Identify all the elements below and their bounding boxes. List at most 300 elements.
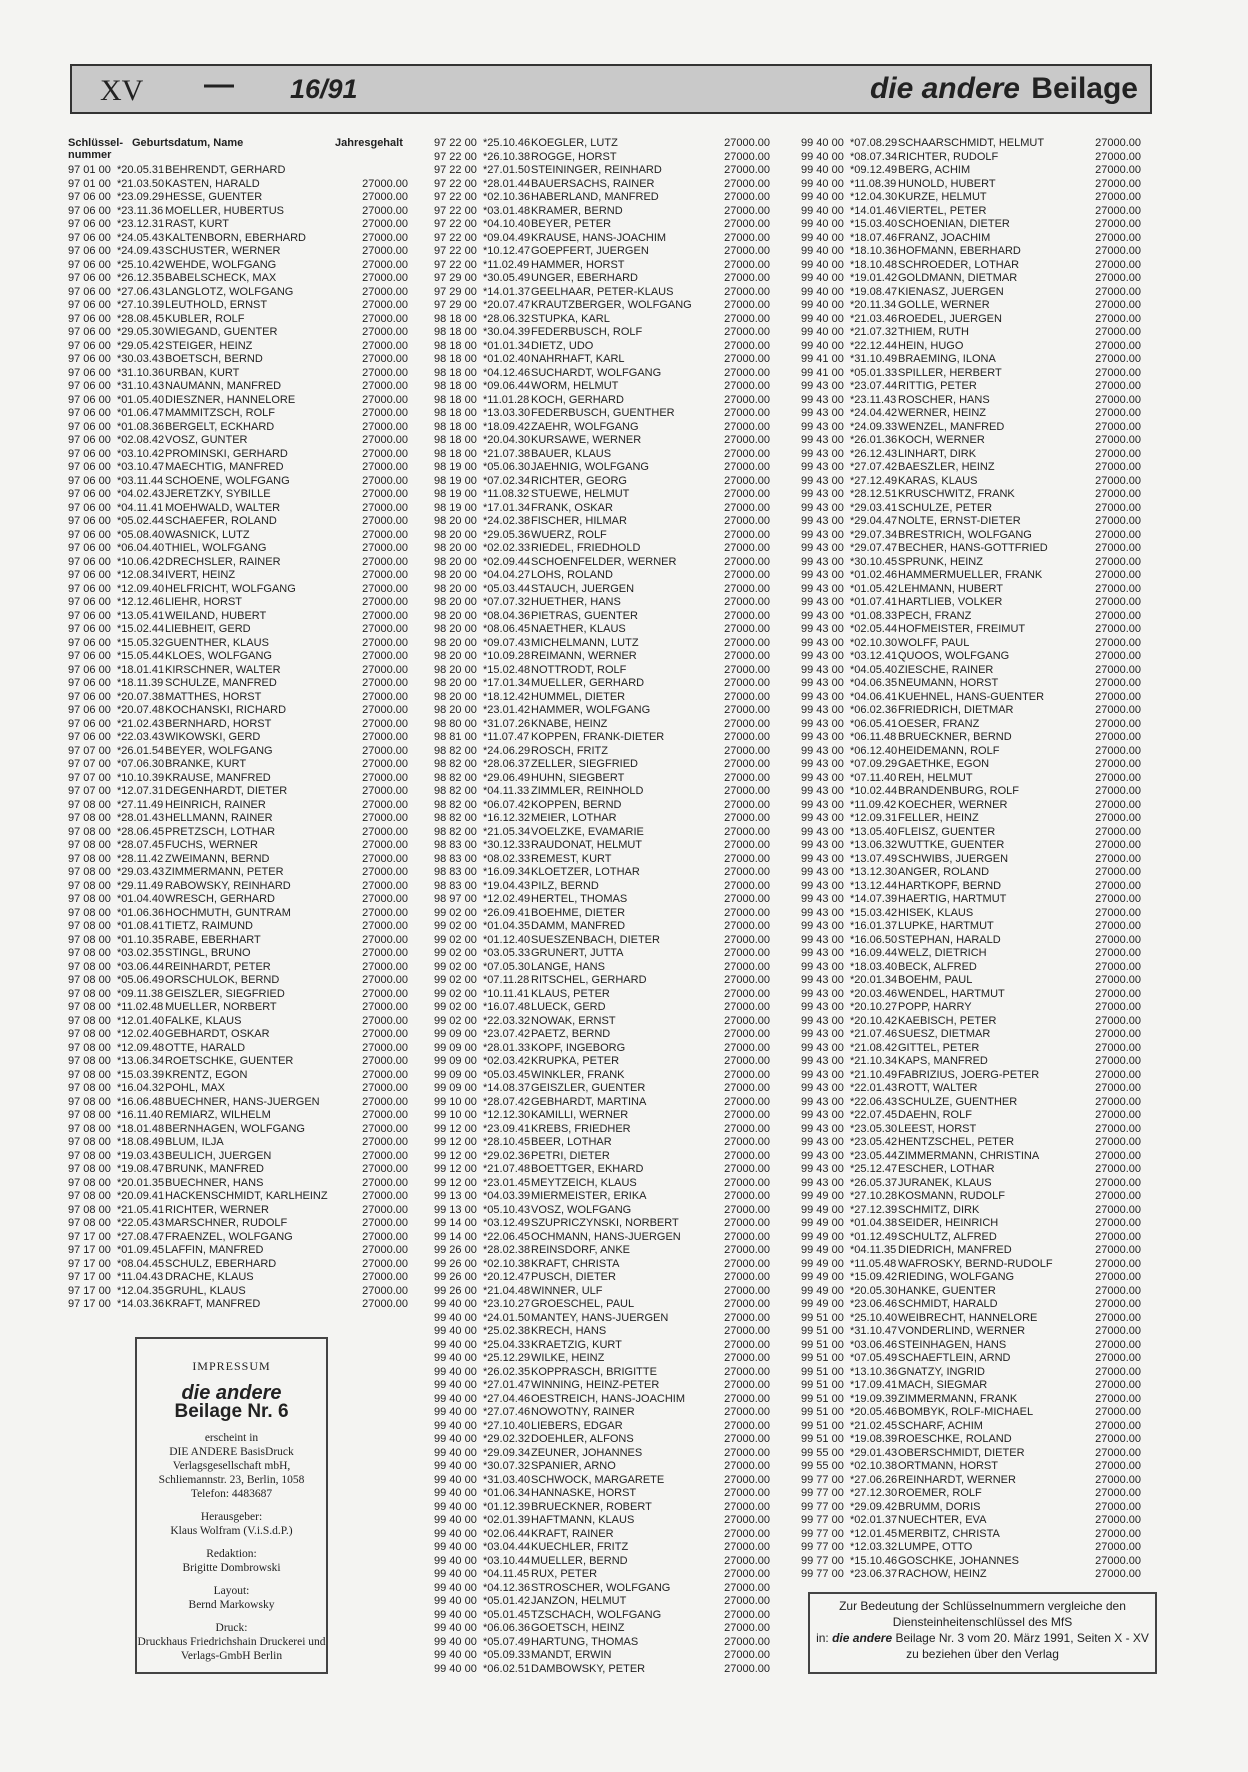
salary: 27000.00: [1095, 677, 1141, 689]
list-item: [801, 1366, 1141, 1380]
list-item: [434, 178, 770, 192]
list-item: [434, 1177, 770, 1191]
list-item: [68, 893, 408, 907]
key-number: 99 40 00: [434, 1608, 477, 1621]
birth-date: *12.12.30: [483, 1109, 531, 1121]
list-item: [434, 1460, 770, 1474]
impressum-title: IMPRESSUM: [192, 1359, 271, 1373]
salary: 27000.00: [724, 164, 770, 176]
list-item: [434, 1271, 770, 1285]
birth-date: *10.10.39: [117, 771, 165, 784]
key-number: 99 40 00: [434, 1554, 477, 1567]
birth-date: *02.10.38: [483, 1257, 531, 1270]
list-item: [434, 1366, 770, 1380]
key-number: 99 43 00: [801, 1095, 844, 1108]
key-number: 99 40 00: [434, 1419, 477, 1432]
birth-date: *20.12.47: [483, 1271, 531, 1283]
birth-date: *03.10.47: [117, 461, 165, 473]
birth-date: *11.02.48: [117, 1001, 164, 1013]
birth-date: *02.10.36: [483, 191, 531, 203]
salary: 27000.00: [1095, 501, 1141, 514]
birth-date: *20.05.31: [117, 164, 165, 176]
birth-date: *29.02.32: [483, 1433, 531, 1445]
key-number: 99 77 00: [801, 1487, 844, 1499]
key-number: 99 43 00: [801, 474, 844, 487]
key-number: 97 22 00: [434, 150, 477, 163]
birth-date: *02.05.44: [850, 623, 898, 635]
key-number: 99 77 00: [801, 1554, 844, 1567]
print-info: [137, 1621, 326, 1663]
birth-date: *18.12.42: [483, 690, 531, 703]
list-item: [434, 1055, 770, 1069]
birth-date: *26.09.41: [483, 906, 531, 919]
birth-date: *28.01.33: [483, 1041, 531, 1054]
salary: 27000.00: [724, 663, 770, 676]
birth-date: *13.06.32: [850, 839, 898, 851]
salary: 27000.00: [362, 177, 408, 190]
salary: 27000.00: [362, 447, 408, 460]
birth-date: *15.05.32: [117, 636, 165, 649]
salary: 27000.00: [1095, 150, 1141, 163]
birth-date: *29.11.49: [117, 879, 164, 892]
birth-date: *07.07.32: [483, 596, 531, 608]
key-number: 99 43 00: [801, 852, 844, 865]
birth-date: *06.07.42: [483, 798, 531, 811]
birth-date: *27.06.26: [850, 1473, 898, 1486]
birth-date: *15.03.40: [850, 218, 898, 230]
key-number: 98 18 00: [434, 339, 477, 352]
person-name: PROMINSKI, GERHARD: [165, 447, 288, 460]
notice-line: Zur Bedeutung der Schlüsselnummern vergleiche den: [839, 1599, 1126, 1613]
key-number: 99 43 00: [801, 461, 844, 473]
impressum-publication: die andere: [181, 1382, 282, 1404]
person-name: NEUMANN, HORST: [898, 677, 999, 689]
list-item: [434, 691, 770, 705]
key-number: 99 40 00: [801, 164, 844, 176]
salary: 27000.00: [724, 137, 770, 149]
salary: 27000.00: [362, 1028, 408, 1040]
person-name: TZSCHACH, WOLFGANG: [531, 1608, 662, 1621]
birth-date: *06.04.40: [117, 542, 165, 554]
person-name: FALKE, KLAUS: [165, 1014, 242, 1027]
key-number: 99 43 00: [801, 1082, 844, 1094]
key-number: 98 80 00: [434, 717, 477, 730]
person-name: FUCHS, WERNER: [165, 839, 258, 851]
list-item: [801, 826, 1141, 840]
person-name: KUEHNEL, HANS-GUENTER: [898, 690, 1045, 703]
list-item: [434, 637, 770, 651]
key-number: 97 22 00: [434, 258, 477, 271]
salary: 27000.00: [362, 380, 408, 392]
person-name: HUHN, SIEGBERT: [531, 771, 625, 784]
key-number: 99 43 00: [801, 501, 844, 514]
person-name: VONDERLIND, WERNER: [898, 1325, 1026, 1337]
person-name: GAETHKE, EGON: [898, 758, 990, 770]
list-item: [434, 812, 770, 826]
person-name: PRETZSCH, LOTHAR: [165, 825, 276, 838]
person-name: MICHELMANN, LUTZ: [531, 636, 639, 649]
page-header: [70, 64, 1152, 114]
person-name: VOSZ, WOLFGANG: [531, 1203, 632, 1216]
birth-date: *19.08.39: [850, 1433, 898, 1445]
salary: 27000.00: [362, 1284, 408, 1297]
birth-date: *15.09.42: [850, 1271, 898, 1283]
salary: 27000.00: [724, 812, 770, 824]
key-number: 99 40 00: [801, 177, 844, 190]
list-item: [68, 1231, 408, 1245]
appears-line: DIE ANDERE BasisDruck: [169, 1446, 294, 1458]
key-number: 98 18 00: [434, 353, 477, 365]
list-item: [434, 988, 770, 1002]
list-item: [68, 1096, 408, 1110]
person-name: KRAUTZBERGER, WOLFGANG: [531, 299, 692, 311]
key-number: 97 08 00: [68, 947, 111, 959]
key-number: 99 43 00: [801, 515, 844, 527]
key-number: 99 40 00: [434, 1379, 477, 1391]
list-item: [434, 191, 770, 205]
notice-line: zu beziehen über den Verlag: [906, 1647, 1059, 1661]
birth-date: *25.10.40: [850, 1311, 898, 1324]
birth-date: *24.02.38: [483, 515, 531, 527]
person-name: SPILLER, HERBERT: [898, 366, 1002, 379]
birth-date: *30.07.32: [483, 1460, 531, 1472]
key-number: 98 20 00: [434, 609, 477, 622]
list-item: [68, 488, 408, 502]
person-name: BERG, ACHIM: [898, 164, 971, 176]
list-item: [434, 313, 770, 327]
key-number: 99 43 00: [801, 1014, 844, 1027]
person-name: DRECHSLER, RAINER: [165, 555, 281, 568]
key-number: 99 49 00: [801, 1244, 844, 1256]
list-item: [434, 1393, 770, 1407]
birth-date: *01.06.47: [117, 407, 165, 419]
key-number: 97 17 00: [68, 1284, 111, 1297]
person-name: THIEM, RUTH: [898, 326, 969, 338]
birth-date: *23.06.37: [850, 1568, 898, 1580]
key-number: 99 40 00: [434, 1298, 477, 1310]
salary: 27000.00: [362, 515, 408, 527]
list-item: [801, 1177, 1141, 1191]
person-name: SCHUSTER, WERNER: [165, 245, 281, 257]
person-name: ZIMMERMANN, CHRISTINA: [898, 1149, 1040, 1162]
key-number: 99 43 00: [801, 1028, 844, 1040]
birth-date: *26.02.35: [483, 1365, 531, 1378]
salary: 27000.00: [724, 380, 770, 392]
person-name: ZIESCHE, RAINER: [898, 663, 994, 676]
key-number: 97 08 00: [68, 1055, 111, 1067]
birth-date: *19.08.47: [117, 1163, 165, 1175]
salary: 27000.00: [1095, 1311, 1141, 1324]
impressum-box: [135, 1337, 328, 1674]
birth-date: *20.07.47: [483, 299, 531, 311]
salary: 27000.00: [724, 717, 770, 730]
salary: 27000.00: [1095, 515, 1141, 527]
birth-date: *03.06.46: [850, 1338, 898, 1351]
person-name: WEHDE, WOLFGANG: [165, 258, 277, 271]
salary: 27000.00: [1095, 1298, 1141, 1310]
birth-date: *23.06.46: [850, 1298, 898, 1310]
key-number: 97 06 00: [68, 542, 111, 554]
person-name: WIKOWSKI, GERD: [165, 731, 261, 743]
person-name: SPRUNK, HEINZ: [898, 555, 983, 568]
list-item: [434, 515, 770, 529]
salary: 27000.00: [1095, 420, 1141, 433]
key-number: 99 43 00: [801, 650, 844, 662]
salary: 27000.00: [724, 1608, 770, 1621]
person-name: STEPHAN, HARALD: [898, 933, 1001, 946]
birth-date: *13.12.44: [850, 879, 898, 892]
salary: 27000.00: [724, 461, 770, 473]
list-item: [434, 1217, 770, 1231]
salary: 27000.00: [1095, 1203, 1141, 1216]
list-item: [434, 1595, 770, 1609]
person-name: FRAENZEL, WOLFGANG: [165, 1230, 293, 1243]
salary: 27000.00: [1095, 1514, 1141, 1526]
person-name: HANNASKE, HORST: [531, 1487, 637, 1499]
birth-date: *31.10.43: [117, 380, 165, 392]
list-item: [434, 1204, 770, 1218]
person-name: SCHWOCK, MARGARETE: [531, 1473, 665, 1486]
list-item: [801, 1231, 1141, 1245]
editor-name: Klaus Wolfram (V.i.S.d.P.): [170, 1525, 293, 1537]
key-number: 99 43 00: [801, 906, 844, 919]
list-item: [434, 1541, 770, 1555]
salary: 27000.00: [724, 879, 770, 892]
salary: 27000.00: [1095, 488, 1141, 500]
person-name: GOLDMANN, DIETMAR: [898, 272, 1018, 284]
person-name: ZAEHR, WOLFGANG: [531, 420, 639, 433]
person-name: KRENTZ, EGON: [165, 1068, 248, 1081]
salary: 27000.00: [1095, 947, 1141, 959]
list-item: [434, 394, 770, 408]
birth-date: *12.08.34: [117, 569, 165, 581]
person-name: GRUHL, KLAUS: [165, 1284, 246, 1297]
key-number: 98 82 00: [434, 785, 477, 797]
birth-date: *21.04.48: [483, 1284, 531, 1297]
birth-date: *07.11.28: [483, 974, 530, 986]
person-name: KAEBISCH, PETER: [898, 1014, 997, 1027]
salary: 27000.00: [724, 1392, 770, 1405]
birth-date: *22.03.43: [117, 731, 165, 743]
person-name: GNATZY, INGRID: [898, 1365, 985, 1378]
salary: 27000.00: [362, 1082, 408, 1094]
birth-date: *08.06.45: [483, 623, 531, 635]
person-name: KASTEN, HARALD: [165, 177, 260, 190]
person-name: HUNOLD, HUBERT: [898, 177, 996, 190]
list-item: [801, 1244, 1141, 1258]
person-name: STEINHAGEN, HANS: [898, 1338, 1007, 1351]
person-name: PUSCH, DIETER: [531, 1271, 616, 1283]
list-item: [434, 1636, 770, 1650]
person-name: BOMBYK, ROLF-MICHAEL: [898, 1406, 1034, 1418]
person-name: WOLFF, PAUL: [898, 636, 970, 649]
person-name: BEYER, WOLFGANG: [165, 744, 273, 757]
birth-date: *23.12.31: [117, 218, 165, 230]
birth-date: *27.01.47: [483, 1379, 531, 1391]
salary: 27000.00: [724, 1298, 770, 1310]
list-item: [801, 394, 1141, 408]
person-name: WRESCH, GERHARD: [165, 893, 276, 905]
key-number: 99 12 00: [434, 1149, 477, 1162]
key-number: 99 40 00: [801, 191, 844, 203]
list-item: [801, 461, 1141, 475]
list-item: [434, 1028, 770, 1042]
salary: 27000.00: [724, 1500, 770, 1513]
birth-date: *21.05.41: [117, 1203, 165, 1216]
list-item: [801, 961, 1141, 975]
list-item: [801, 556, 1141, 570]
salary: 27000.00: [1095, 1527, 1141, 1540]
list-item: [434, 367, 770, 381]
key-number: 97 22 00: [434, 137, 477, 149]
key-number: 99 02 00: [434, 933, 477, 946]
person-name: MAECHTIG, MANFRED: [165, 461, 284, 473]
salary: 27000.00: [724, 1001, 770, 1013]
list-item: [68, 367, 408, 381]
list-item: [801, 1406, 1141, 1420]
key-number: 99 43 00: [801, 542, 844, 554]
birth-date: *11.04.43: [117, 1271, 164, 1283]
person-name: BEHRENDT, GERHARD: [165, 164, 286, 176]
key-number: 97 08 00: [68, 879, 111, 892]
person-name: BUECHNER, HANS-JUERGEN: [165, 1095, 320, 1108]
birth-name-header: Geburtsdatum, Name: [132, 137, 244, 149]
list-item: [68, 286, 408, 300]
person-name: UNGER, EBERHARD: [531, 272, 638, 284]
salary: 27000.00: [724, 1068, 770, 1081]
key-number: 99 43 00: [801, 609, 844, 622]
list-item: [801, 1001, 1141, 1015]
birth-date: *28.01.43: [117, 812, 165, 824]
birth-date: *04.03.39: [483, 1190, 531, 1202]
list-item: [801, 799, 1141, 813]
key-number: 99 09 00: [434, 1055, 477, 1067]
salary: 27000.00: [362, 528, 408, 541]
key-number: 99 40 00: [434, 1460, 477, 1472]
key-number: 97 06 00: [68, 704, 111, 716]
birth-date: *22.05.43: [117, 1217, 165, 1229]
birth-date: *29.01.43: [850, 1446, 898, 1459]
list-item: [801, 448, 1141, 462]
birth-date: *27.10.40: [483, 1419, 531, 1432]
salary: 27000.00: [724, 1176, 770, 1189]
list-item: [68, 421, 408, 435]
key-number: 99 49 00: [801, 1217, 844, 1229]
birth-date: *16.04.32: [117, 1082, 165, 1094]
salary: 27000.00: [1095, 380, 1141, 392]
appears-line: Verlagsgesellschaft mbH,: [172, 1460, 291, 1472]
salary: 27000.00: [362, 785, 408, 797]
list-item: [801, 623, 1141, 637]
key-number: 99 40 00: [434, 1581, 477, 1594]
salary: 27000.00: [362, 987, 408, 1000]
print-line: Verlags-GmbH Berlin: [180, 1650, 283, 1662]
list-item: [434, 1501, 770, 1515]
list-item: [434, 758, 770, 772]
salary: 27000.00: [724, 744, 770, 757]
key-number: 97 08 00: [68, 1028, 111, 1040]
list-item: [68, 758, 408, 772]
print-line: Druckhaus Friedrichshain Druckerei und: [137, 1636, 326, 1648]
list-item: [801, 596, 1141, 610]
birth-date: *16.06.48: [117, 1095, 165, 1108]
list-item: [801, 1487, 1141, 1501]
list-item: [434, 1406, 770, 1420]
birth-date: *05.10.43: [483, 1203, 531, 1216]
salary: 27000.00: [724, 339, 770, 352]
appears-line: Telefon: 4483687: [190, 1488, 273, 1500]
salary: 27000.00: [362, 218, 408, 230]
list-item: [801, 259, 1141, 273]
person-name: SCHOENIAN, DIETER: [898, 218, 1010, 230]
salary: 27000.00: [724, 1244, 770, 1256]
list-item: [68, 677, 408, 691]
list-item: [434, 893, 770, 907]
person-name: BEYER, PETER: [531, 218, 612, 230]
issue-roman: XV: [100, 74, 144, 107]
salary: 27000.00: [1095, 1244, 1141, 1256]
key-number: 99 43 00: [801, 393, 844, 406]
birth-date: *03.01.48: [483, 204, 531, 217]
list-item: [434, 1285, 770, 1299]
birth-date: *22.12.44: [850, 339, 898, 352]
salary: 27000.00: [362, 663, 408, 676]
person-name: KRAFT, MANFRED: [165, 1298, 261, 1310]
person-name: KREBS, FRIEDHER: [531, 1122, 631, 1135]
key-number: 97 06 00: [68, 326, 111, 338]
salary: 27000.00: [724, 1190, 770, 1202]
list-item: [68, 1258, 408, 1272]
salary: 27000.00: [362, 1298, 408, 1310]
person-name: RUX, PETER: [531, 1568, 598, 1580]
birth-date: *07.08.29: [850, 137, 898, 149]
birth-date: *27.11.49: [117, 798, 164, 811]
birth-date: *29.02.36: [483, 1149, 531, 1162]
list-item: [801, 488, 1141, 502]
person-name: HUETHER, HANS: [531, 596, 621, 608]
person-name: ROGGE, HORST: [531, 150, 617, 163]
salary: 27000.00: [724, 1527, 770, 1540]
person-name: WINNER, ULF: [531, 1284, 603, 1297]
salary: 27000.00: [724, 218, 770, 230]
birth-date: *11.08.39: [850, 177, 897, 190]
person-name: STEININGER, REINHARD: [531, 164, 662, 176]
list-item: [434, 1150, 770, 1164]
editor-label: Herausgeber:: [200, 1511, 263, 1523]
list-item: [434, 1582, 770, 1596]
key-number: 99 49 00: [801, 1271, 844, 1283]
salary: 27000.00: [362, 1163, 408, 1175]
birth-date: *14.01.46: [850, 204, 898, 217]
list-item: [801, 434, 1141, 448]
person-name: OTTE, HARALD: [165, 1041, 246, 1054]
salary: 27000.00: [724, 285, 770, 298]
birth-date: *12.01.40: [117, 1014, 165, 1027]
list-item: [68, 637, 408, 651]
salary: 27000.00: [1095, 447, 1141, 460]
list-item: [68, 569, 408, 583]
salary: 27000.00: [724, 1136, 770, 1148]
person-name: NOLTE, ERNST-DIETER: [898, 515, 1021, 527]
salary: 27000.00: [362, 1122, 408, 1135]
key-number: 99 40 00: [801, 285, 844, 298]
person-name: HEIN, HUGO: [898, 339, 964, 352]
birth-date: *23.05.42: [850, 1136, 898, 1148]
key-number: 99 43 00: [801, 1055, 844, 1067]
birth-date: *29.09.34: [483, 1446, 531, 1459]
birth-date: *18.08.49: [117, 1136, 165, 1148]
salary: 27000.00: [362, 461, 408, 473]
